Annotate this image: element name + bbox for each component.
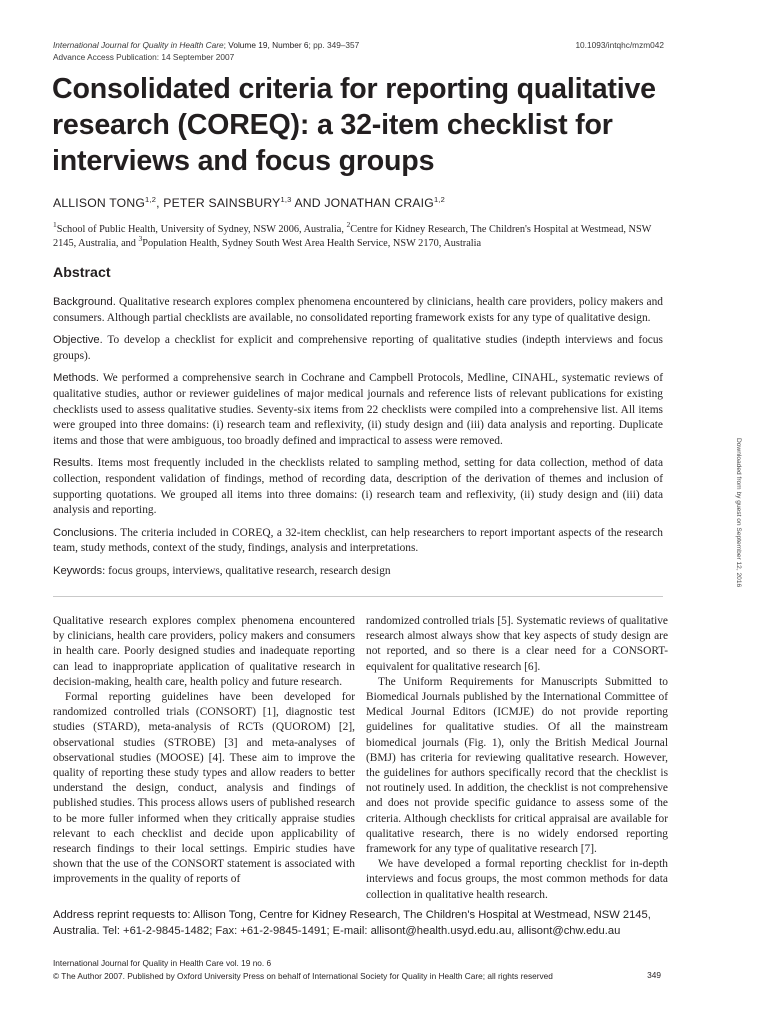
affiliation-text: Population Health, Sydney South West Area Health Service, NSW 2170, Australia [142, 238, 482, 249]
abstract-section-label: Methods. [53, 372, 100, 385]
author-affiliation-marker: 1,3 [280, 195, 292, 204]
abstract-section-label: Results. [53, 457, 94, 470]
abstract-body [53, 295, 663, 587]
abstract-heading: Abstract [53, 265, 111, 281]
abstract-section [53, 333, 663, 364]
body-paragraph: randomized controlled trials [5]. Systematic reviews of qualitative research almost always show that key aspects of study design are not reported, and so there is a clear need for a CONSORT-equivalent for qualitative research [6]. [366, 615, 668, 673]
page-range: ; pp. 349–357 [308, 40, 360, 50]
body-paragraph: The Uniform Requirements for Manuscripts Submitted to Biomedical Journals published by the International Committee of Medical Journal Editors (ICMJE) do not provide reporting guidelines for qualitative studies. Of all the mainstream biomedical journals (Fig. 1), only the British Medical Journal (BMJ) has criteria for reviewing qualitative research. However, the guidelines for authors specifically record that the checklist is not routinely used. In addition, the checklist is not comprehensive and does not provide specific guidance to assess some of the criteria. Although checklists for critical appraisal are available for qualitative research, there is no widely endorsed reporting framework for any type of qualitative research [7]. [366, 675, 668, 856]
body-column-right [366, 614, 668, 903]
advance-access-line: Advance Access Publication: 14 September 2007 [53, 51, 235, 62]
author-name: ALLISON TONG [53, 196, 146, 210]
affiliation-text: Centre for Kidney Research, The Children's Hospital at Westmead, NSW 2145, Australia, and [53, 224, 652, 249]
abstract-section-label: Background. [53, 296, 116, 308]
running-head [53, 40, 533, 63]
doi: 10.1093/intqhc/mzm042 [575, 40, 664, 50]
page-footer [53, 957, 663, 982]
abstract-section [53, 456, 663, 518]
affiliation-text: School of Public Health, University of Sydney, NSW 2006, Australia, [56, 224, 347, 235]
author-affiliation-marker: 1,2 [433, 195, 445, 204]
affiliations [53, 220, 667, 251]
abstract-section [53, 371, 663, 449]
abstract-section [53, 295, 663, 326]
abstract-section-text: Items most frequently included in the checklists related to sampling method, setting for data collection, method of data collection, respondent validation of findings, method of recording data, description of the derivation of themes and inclusion of supporting quotations. We grouped all items into three domains: (i) research team and reflexivity, (ii) study design and (iii) data analysis and reporting. [53, 457, 663, 517]
section-divider [53, 596, 663, 597]
affiliation-marker: 2 [346, 220, 351, 229]
abstract-section-text: Qualitative research explores complex phenomena encountered by clinicians, health care providers, policy makers and consumers. Although partial checklists are available, no consolidated reporting framework exists for any type of qualitative design. [53, 296, 663, 324]
author-list [53, 195, 693, 211]
abstract-section-label: Keywords [53, 564, 103, 577]
body-paragraph: We have developed a formal reporting checklist for in-depth interviews and focus groups, the most common methods for data collection in qualitative health research. [366, 858, 668, 901]
author-affiliation-marker: 1,2 [145, 195, 157, 204]
abstract-section-label: Conclusions. [53, 526, 118, 539]
body-paragraph: Qualitative research explores complex phenomena encountered by clinicians, health care providers, policy makers and consumers in health care. Poorly designed studies and inadequate reporting can lead to inappropriate application of qualitative research in decision-making, health care, health policy and future research. [53, 615, 355, 688]
affiliation-marker: 1 [53, 220, 57, 229]
reprint-address: Address reprint requests to: Allison Tong, Centre for Kidney Research, The Children's Hospital at Westmead, NSW 2145, Australia. Tel: +61-2-9845-1482; Fax: +61-2-9845-1491; E-mail: allisont@health.usyd.edu.au, allisont@chw.edu.au [53, 909, 651, 937]
author-separator: AND [291, 196, 325, 210]
abstract-section-text: : focus groups, interviews, qualitative research, research design [102, 564, 391, 577]
download-watermark: Downloaded from by guest on September 12, 2016 [735, 438, 742, 588]
author-name: PETER SAINSBURY [163, 196, 281, 210]
abstract-section-text: To develop a checklist for explicit and comprehensive reporting of qualitative studies (indepth interviews and focus groups). [53, 334, 663, 362]
abstract-section-text: We performed a comprehensive search in Cochrane and Campbell Protocols, Medline, CINAHL, systematic reviews of qualitative studies, author or reviewer guidelines of major medical journals and reference lists of relevant publications for existing checklists used to assess qualitative studies. Seventy-six items from 22 checklists were compiled into a comprehensive list. All items were grouped into three domains: (i) research team and reflexivity, (ii) study design and (iii) data analysis and reporting. Duplicate items and those that were ambiguous, too broadly defined and impractical to assess were removed. [53, 372, 663, 447]
abstract-section [53, 564, 663, 580]
body-paragraph: Formal reporting guidelines have been developed for randomized controlled trials (CONSORT) [1], diagnostic test studies (STARD), meta-analysis of RCTs (QUOROM) [2], observational studies (STROBE) [3] and meta-analyses of observational studies (MOOSE) [4]. These aim to improve the quality of reporting these study types and allow readers to better understand the design, conduct, analysis and findings of published studies. This process allows users of published research to be more fuller informed when they critically appraise studies relevant to each checklist and decide upon applicability of research findings to their local settings. Empiric studies have shown that the use of the CONSORT statement is associated with improvements in the quality of reports of [53, 691, 355, 886]
footer-copyright: © The Author 2007. Published by Oxford University Press on behalf of International Society for Quality in Health Care; all rights reserved [53, 970, 553, 981]
article-title: Consolidated criteria for reporting qualitative research (COREQ): a 32-item checklist for interviews and focus groups [52, 73, 656, 177]
journal-name: International Journal for Quality in Health Care [53, 40, 224, 50]
volume-issue: Volume 19, Number 6 [228, 40, 309, 50]
abstract-section-label: Objective. [53, 334, 103, 347]
citation-line: International Journal for Quality in Health Care; Volume 19, Number 6; pp. 349–357 [53, 40, 360, 50]
page-number: 349 [647, 970, 661, 980]
affiliation-marker: 3 [138, 234, 143, 243]
footer-journal-line: International Journal for Quality in Health Care vol. 19 no. 6 [53, 958, 272, 968]
body-column-left [53, 614, 355, 888]
author-separator: , [156, 196, 164, 210]
abstract-section-text: The criteria included in COREQ, a 32-item checklist, can help researchers to report important aspects of the research team, study methods, context of the study, findings, analysis and interpretations. [53, 526, 663, 555]
abstract-section [53, 526, 663, 557]
author-name: JONATHAN CRAIG [324, 196, 434, 210]
